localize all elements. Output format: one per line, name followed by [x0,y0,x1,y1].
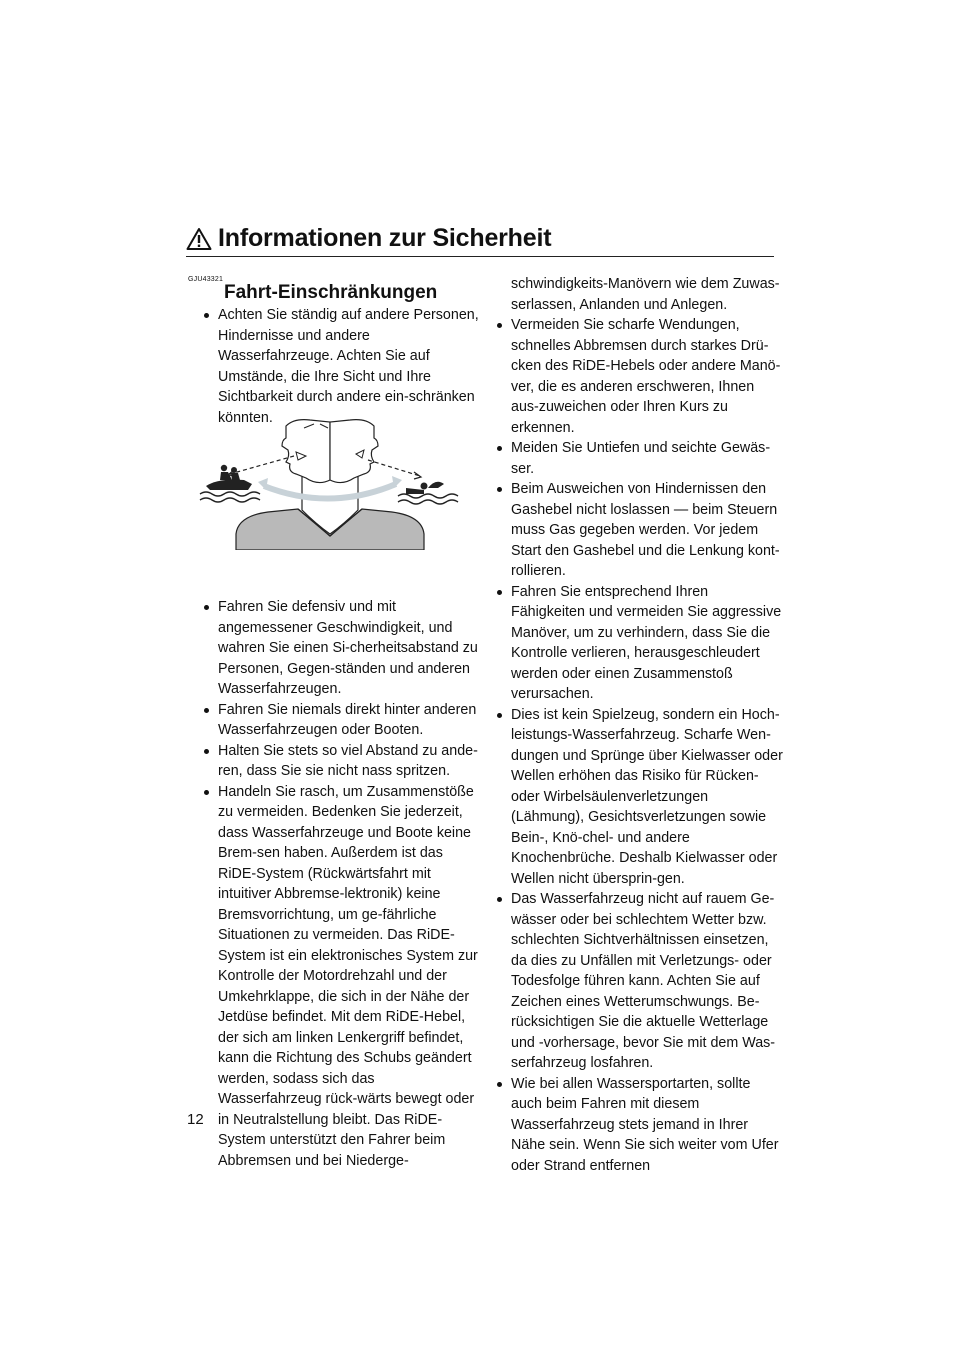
list-item: Dies ist kein Spielzeug, sondern ein Hoch-leistungs-Wasserfahrzeug. Scharfe Wen-dungen und Sprünge über Kielwasser oder Wellen erhöhen das Risiko für Rücken- oder Wirbelsäulenverletzungen (Lähmung), Gesichtsverletzungen sowie Bein-, Knö-chel- und andere Knochenbrüche. Deshalb Kielwasser oder Wellen nicht übersprin-gen. [493,705,783,890]
bullet-icon [204,708,209,713]
list-item: Beim Ausweichen von Hindernissen den Gashebel nicht loslassen — beim Steuern muss Gas gegeben werden. Vor jedem Start den Gashebel und die Lenkung kont-rollieren. [493,479,783,582]
list-item: Meiden Sie Untiefen und seichte Gewäs-ser. [493,438,783,479]
left-column-bottom [200,597,480,1171]
bullet-icon [497,713,502,718]
list-item: Fahren Sie entsprechend Ihren Fähigkeiten und vermeiden Sie aggressive Manöver, um zu verhindern, dass Sie die Kontrolle verlieren, herausgeschleudert werden oder einen Zusammenstoß verursachen. [493,582,783,705]
right-column [493,274,783,1176]
bullet-icon [497,487,502,492]
list-item: Halten Sie stets so viel Abstand zu ande-ren, dass Sie sie nicht nass spritzen. [200,741,480,782]
list-item: Handeln Sie rasch, um Zusammenstöße zu vermeiden. Bedenken Sie jederzeit, dass Wasserfahrzeuge und Boote keine Brem-sen haben. Außerdem ist das RiDE-System (Rückwärtsfahrt mit intuitiver Abbremse-lektronik) keine Bremsvorrichtung, um ge-fährliche Situationen zu vermeiden. Das RiDE-System ist ein elektronisches System zur Kontrolle der Motordrehzahl und der Umkehrklappe, die sich in der Nähe der Jetdüse befindet. Mit dem RiDE-Hebel, der sich am linken Lenkergriff befindet, kann die Richtung des Schubs geändert werden, sodass sich das Wasserfahrzeug rück-wärts bewegt oder in Neutralstellung bleibt. Das RiDE-System unterstützt den Fahrer beim Abbremsen und bei Niederge- [200,782,480,1172]
swimmer-icon [398,482,458,504]
section-title: Fahrt-Einschränkungen [224,282,438,303]
bullet-icon [204,313,209,318]
bullet-icon [204,605,209,610]
bullet-icon [204,790,209,795]
page-number: 12 [187,1111,204,1128]
list-item: Vermeiden Sie scharfe Wendungen, schnelles Abbremsen durch starkes Drü-cken des RiDE-Hebels oder andere Manö-ver, die es anderen erschweren, Ihnen aus-zuweichen oder Ihren Kurs zu erkennen. [493,315,783,438]
bullet-icon [497,590,502,595]
list-item: Das Wasserfahrzeug nicht auf rauem Ge-wässer oder bei schlechtem Wetter bzw. schlechten Sichtverhältnissen einsetzen, da dies zu Unfällen mit Verletzungs- oder Todesfolge führen kann. Achten Sie auf Zeichen eines Wetterumschwungs. Be-rücksichtigen Sie die aktuelle Wetterlage und -vorhersage, bevor Sie mit dem Was-serfahrzeug losfahren. [493,889,783,1074]
list-item: Wie bei allen Wassersportarten, sollte auch beim Fahren mit diesem Wasserfahrzeug stets jemand in Ihrer Nähe sein. Wenn Sie sich weiter vom Ufer oder Strand entfernen [493,1074,783,1177]
list-item: Achten Sie ständig auf andere Personen, Hindernisse und andere Wasserfahrzeuge. Achten Sie auf Umstände, die Ihre Sicht und Ihre Sichtbarkeit durch andere ein-schränken könnten. [200,305,480,428]
bullet-icon [204,749,209,754]
bullet-icon [497,323,502,328]
page-header [186,226,774,257]
watercraft-icon [200,465,260,502]
left-column-top [200,305,480,428]
rider-awareness-illustration [198,416,462,550]
section-code: GJU43321 [188,276,224,283]
list-item: Fahren Sie defensiv und mit angemessener Geschwindigkeit, und wahren Sie einen Si-cherheitsabstand zu Personen, Gegen-ständen und anderen Wasserfahrzeugen. [200,597,480,700]
bullet-icon [497,446,502,451]
list-item: Fahren Sie niemals direkt hinter anderen Wasserfahrzeugen oder Booten. [200,700,480,741]
warning-triangle-icon [186,227,212,251]
continuation-text: schwindigkeits-Manövern wie dem Zuwas-serlassen, Anlanden und Anlegen. [511,276,780,313]
page-title: Informationen zur Sicherheit [218,224,552,252]
bullet-icon [497,1082,502,1087]
bullet-icon [497,897,502,902]
